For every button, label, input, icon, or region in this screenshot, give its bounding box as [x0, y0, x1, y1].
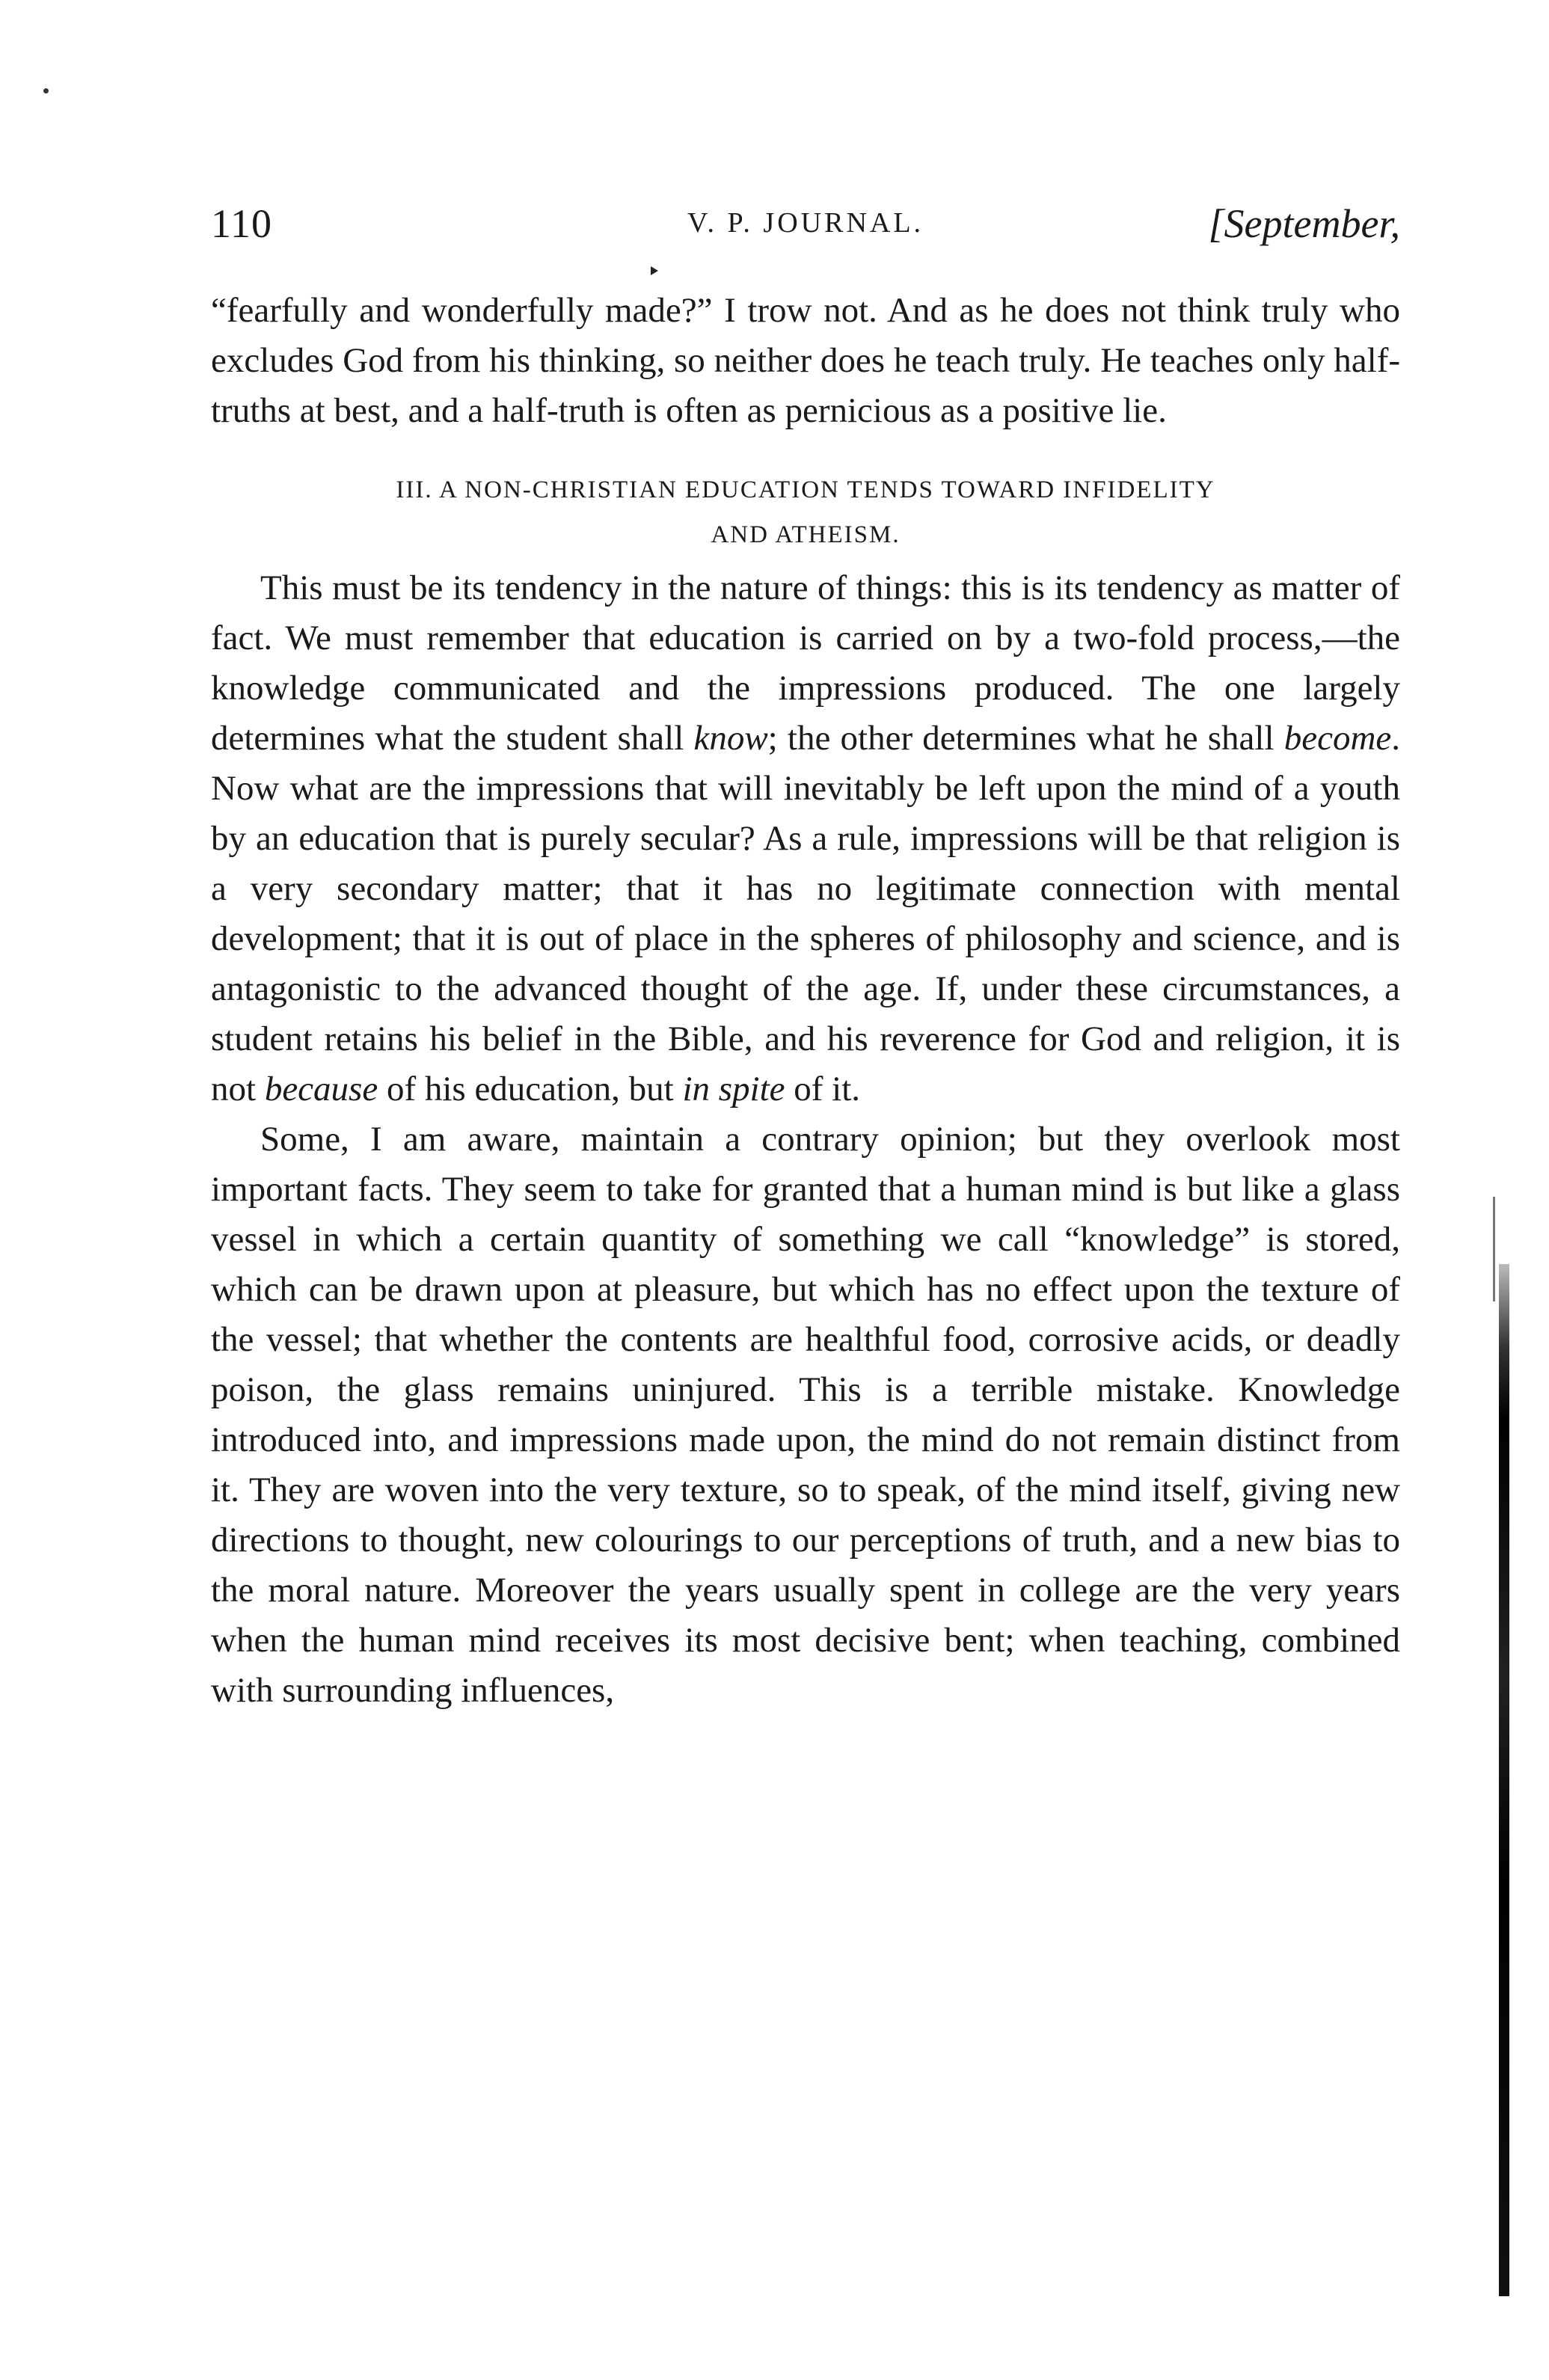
paragraph-2-part-e: . Now what are the impressions that will inevitably be left upon the mind of a youth by an education that is purely secular? As a rule, impressions will be that religion is a very secondary matter; that it has no legitimate connection with mental development; that it is out of place in the spheres of philosophy and science, and is antagonistic to the advanced thought of the age. If, under these circumstances, a student retains his belief in the Bible, and his reverence for God and religion, it is not	[211, 719, 1400, 1108]
section-heading-line-2: AND ATHEISM.	[711, 521, 901, 548]
section-heading	[211, 467, 1400, 557]
paper-speck	[43, 88, 49, 93]
print-mark-icon	[651, 266, 658, 275]
header-month-text: [September,	[1208, 201, 1400, 246]
journal-title: V. P. JOURNAL.	[687, 207, 924, 239]
paragraph-2-in-spite: in spite	[682, 1070, 785, 1108]
paragraph-1: “fearfully and wonderfully made?” I trow not. And as he does not think truly who excludes God from his thinking, so neither does he teach truly. He teaches only half-truths at best, and a half-truth is often as pernicious as a positive lie.	[211, 291, 1400, 430]
paragraph-2-part-c: ; the other determines what he shall	[767, 719, 1284, 758]
paragraph-2-part-g: of his education, but	[378, 1070, 683, 1108]
paragraph-2-part-a: This must be its tendency in the nature of things: this is its tendency as matter of fact. We must remember that education is carried on by a two-fold process,—the knowledge communicated and the impressions produced. The one largely determines what the student shall	[211, 568, 1400, 758]
paragraph-2	[211, 563, 1400, 1114]
page-number: 110	[211, 201, 272, 246]
page-body	[211, 286, 1400, 1716]
paragraph-3: Some, I am aware, maintain a contrary opinion; but they overlook most important facts. They seem to take for granted that a human mind is but like a glass vessel in which a certain quantity of something we call “knowledge” is stored, which can be drawn upon at pleasure, but which has no effect upon the texture of the vessel; that whether the contents are healthful food, corrosive acids, or deadly poison, the glass remains uninjured. This is a terrible mistake. Knowledge introduced into, and impressions made upon, the mind do not remain distinct from it. They are woven into the very texture, so to speak, of the mind itself, giving new directions to thought, new colourings to our perceptions of truth, and a new bias to the moral nature. Moreover the years usually spent in college are the very years when the human mind receives its most decisive bent; when teaching, combined with surrounding influences,	[211, 1120, 1400, 1710]
paragraph-2-know: know	[693, 719, 768, 758]
binding-edge-shadow	[1499, 1264, 1509, 2296]
header-month	[1209, 200, 1400, 247]
section-heading-line-1: III. A NON-CHRISTIAN EDUCATION TENDS TOWARD INFIDELITY	[396, 476, 1215, 503]
paragraph-2-become: become	[1283, 719, 1392, 758]
binding-edge-line	[1493, 1197, 1495, 1301]
paragraph-2-part-i: of it.	[785, 1070, 861, 1108]
running-header	[211, 200, 1400, 253]
paragraph-2-because: because	[264, 1070, 378, 1108]
